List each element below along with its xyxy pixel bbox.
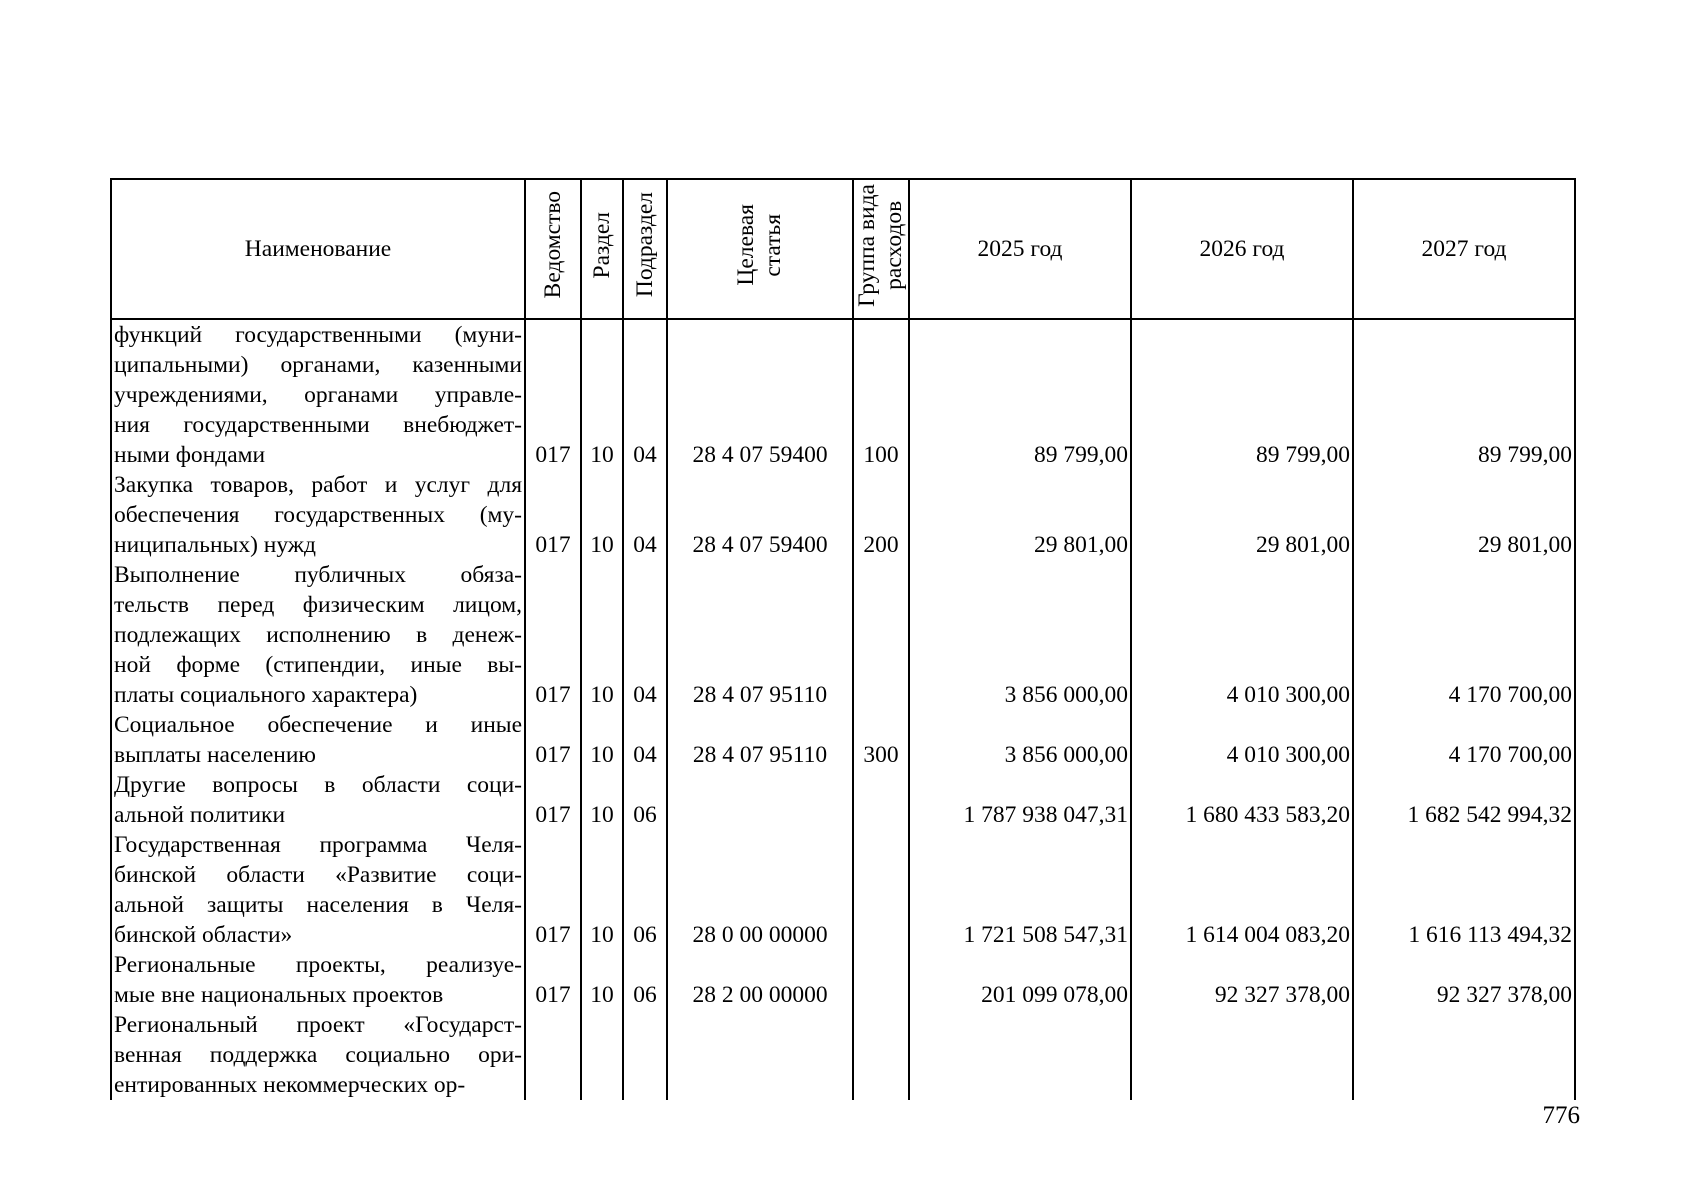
row-name [111,950,525,1010]
row-target: 28 4 07 95110 [667,710,853,770]
row-section: 10 [581,560,623,710]
header-target: Целевая статья [667,179,853,319]
header-name: Наименование [111,179,525,319]
row-amount-2025: 1 721 508 547,31 [909,830,1131,950]
header-subsection: Подраздел [623,179,667,319]
row-name-line: ния государственными внебюджет- [114,412,522,438]
row-amount-2025: 89 799,00 [909,319,1131,470]
row-name [111,830,525,950]
row-section: 10 [581,710,623,770]
row-dept: 017 [525,319,581,470]
row-name-line: бинской области» [114,922,293,948]
row-name-line: обеспечения государственных (му- [114,502,522,528]
row-name-line: Социальное обеспечение и иные [114,712,522,738]
row-dept [525,1010,581,1100]
row-group [853,950,909,1010]
row-section: 10 [581,470,623,560]
row-amount-2025: 3 856 000,00 [909,710,1131,770]
budget-table [110,178,1576,1100]
row-dept: 017 [525,710,581,770]
row-section [581,1010,623,1100]
row-name-line: альной политики [114,802,286,828]
row-target [667,1010,853,1100]
row-group: 200 [853,470,909,560]
row-target: 28 0 00 00000 [667,830,853,950]
row-target [667,770,853,830]
table-row [111,770,1575,830]
row-subsection: 06 [623,770,667,830]
row-target: 28 4 07 59400 [667,319,853,470]
row-group: 300 [853,710,909,770]
row-amount-2027 [1353,1010,1575,1100]
row-name [111,1010,525,1100]
row-amount-2026: 89 799,00 [1131,319,1353,470]
row-target: 28 4 07 59400 [667,470,853,560]
row-name-line: Региональный проект «Государст- [114,1012,522,1038]
row-name-line: тельств перед физическим лицом, [114,592,522,618]
row-dept: 017 [525,830,581,950]
row-name-line: учреждениями, органами управле- [114,382,522,408]
row-name-line: Другие вопросы в области соци- [114,772,522,798]
row-amount-2026: 1 614 004 083,20 [1131,830,1353,950]
row-name-line: выплаты населению [114,742,316,768]
row-amount-2027: 1 616 113 494,32 [1353,830,1575,950]
row-amount-2027: 89 799,00 [1353,319,1575,470]
row-amount-2026: 1 680 433 583,20 [1131,770,1353,830]
row-group: 100 [853,319,909,470]
row-amount-2025: 1 787 938 047,31 [909,770,1131,830]
row-subsection: 04 [623,560,667,710]
row-section: 10 [581,830,623,950]
row-name-line: Выполнение публичных обяза- [114,562,522,588]
row-name [111,319,525,470]
row-section: 10 [581,319,623,470]
row-amount-2026: 4 010 300,00 [1131,710,1353,770]
header-2026: 2026 год [1131,179,1353,319]
row-amount-2027: 4 170 700,00 [1353,710,1575,770]
row-amount-2026 [1131,1010,1353,1100]
table-body [111,319,1575,1100]
row-section: 10 [581,950,623,1010]
row-subsection: 06 [623,830,667,950]
row-name-line: бинской области «Развитие соци- [114,862,522,888]
row-name [111,710,525,770]
table-row [111,560,1575,710]
row-subsection: 06 [623,950,667,1010]
row-name [111,560,525,710]
row-dept: 017 [525,470,581,560]
header-2027: 2027 год [1353,179,1575,319]
row-amount-2026: 29 801,00 [1131,470,1353,560]
row-name-line: Закупка товаров, работ и услуг для [114,472,522,498]
row-group [853,1010,909,1100]
row-name-line: ными фондами [114,442,266,468]
table-row [111,319,1575,470]
table-row [111,710,1575,770]
row-amount-2027: 29 801,00 [1353,470,1575,560]
row-subsection: 04 [623,470,667,560]
row-amount-2026: 4 010 300,00 [1131,560,1353,710]
header-section: Раздел [581,179,623,319]
row-amount-2026: 92 327 378,00 [1131,950,1353,1010]
row-name-line: Государственная программа Челя- [114,832,522,858]
header-group: Группа вида расходов [853,179,909,319]
row-dept: 017 [525,950,581,1010]
row-name [111,770,525,830]
row-name-line: функций государственными (муни- [114,322,522,348]
table-row [111,950,1575,1010]
row-name-line: альной защиты населения в Челя- [114,892,522,918]
row-name-line: подлежащих исполнению в денеж- [114,622,522,648]
row-group [853,560,909,710]
row-subsection: 04 [623,710,667,770]
header-dept: Ведомство [525,179,581,319]
row-amount-2025: 29 801,00 [909,470,1131,560]
row-name-line: венная поддержка социально ори- [114,1042,522,1068]
row-amount-2027: 4 170 700,00 [1353,560,1575,710]
row-amount-2025: 201 099 078,00 [909,950,1131,1010]
table-row [111,470,1575,560]
row-name-line: ентированных некоммерческих ор- [114,1072,466,1098]
row-section: 10 [581,770,623,830]
row-amount-2027: 1 682 542 994,32 [1353,770,1575,830]
row-group [853,770,909,830]
row-target: 28 2 00 00000 [667,950,853,1010]
row-group [853,830,909,950]
row-name-line: ниципальных) нужд [114,532,316,558]
row-amount-2025: 3 856 000,00 [909,560,1131,710]
table-row [111,830,1575,950]
row-name-line: мые вне национальных проектов [114,982,444,1008]
row-name-line: ципальными) органами, казенными [114,352,522,378]
row-amount-2027: 92 327 378,00 [1353,950,1575,1010]
row-dept: 017 [525,770,581,830]
table-header-row [111,179,1575,319]
page-number: 776 [1542,1102,1580,1129]
row-name [111,470,525,560]
row-name-line: платы социального характера) [114,682,418,708]
row-subsection: 04 [623,319,667,470]
row-amount-2025 [909,1010,1131,1100]
table-row [111,1010,1575,1100]
row-subsection [623,1010,667,1100]
header-2025: 2025 год [909,179,1131,319]
row-dept: 017 [525,560,581,710]
row-target: 28 4 07 95110 [667,560,853,710]
row-name-line: ной форме (стипендии, иные вы- [114,652,522,678]
row-name-line: Региональные проекты, реализуе- [114,952,522,978]
